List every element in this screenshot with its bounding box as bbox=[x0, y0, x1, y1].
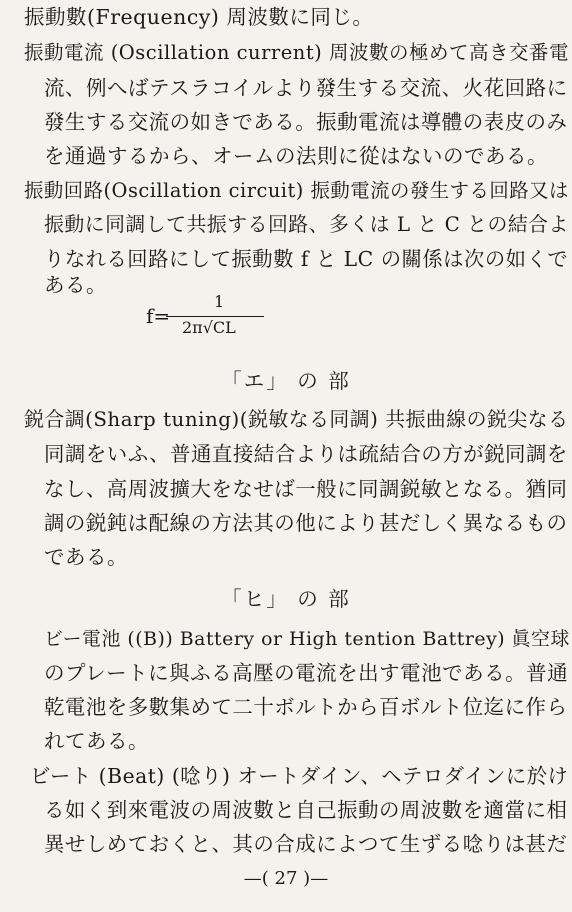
entry-b-battery: ビー電池 ((B)) Battery or High tention Battrey) 眞空球 bbox=[44, 628, 570, 650]
section-heading-e: 「エ」 の 部 bbox=[221, 369, 351, 393]
entry-oscillation-circuit: 振動回路(Oscillation circuit) 振動電流の發生する回路又は bbox=[24, 179, 569, 202]
formula-lhs: f= bbox=[146, 304, 171, 328]
text-line: 乾電池を多數集めて二十ボルトから百ボルト位迄に作ら bbox=[44, 695, 568, 719]
text-line: 異せしめておくと、其の合成によつて生ずる唸りは甚だ bbox=[44, 832, 568, 856]
text-line: なし、高周波擴大をなせば一般に同調鋭敏となる。猶同 bbox=[44, 477, 568, 501]
text-line: を通過するから、オームの法則に從はないのである。 bbox=[44, 144, 548, 168]
entry-oscillation-current: 振動電流 (Oscillation current) 周波數の極めて高き交番電 bbox=[24, 41, 569, 64]
formula-numerator: 1 bbox=[214, 292, 225, 311]
text-line: ある。 bbox=[44, 273, 107, 297]
text-line: 同調をいふ、普通直接結合よりは疏結合の方が鋭同調を bbox=[44, 442, 568, 466]
text-line: 發生する交流の如きである。振動電流は導體の表皮のみ bbox=[44, 110, 568, 134]
entry-beat: ビート (Beat) (唸り) オートダイン、ヘテロダインに於け bbox=[30, 764, 569, 788]
text-line: のプレートに與ふる高壓の電流を出す電池である。普通 bbox=[44, 661, 569, 685]
resonance-formula bbox=[146, 292, 276, 342]
text-line: 流、例へばテスラコイルより發生する交流、火花回路に bbox=[44, 76, 568, 100]
fraction-bar bbox=[166, 316, 264, 317]
page-number: —( 27 )— bbox=[243, 868, 329, 889]
text-line: る如く到來電波の周波數と自己振動の周波數を適當に相 bbox=[44, 798, 568, 822]
entry-frequency: 振動數(Frequency) 周波數に同じ。 bbox=[24, 5, 374, 29]
text-line: である。 bbox=[44, 545, 128, 569]
text-line: りなれる回路にして振動數 f と LC の關係は次の如くで bbox=[44, 247, 569, 271]
entry-sharp-tuning: 鋭合調(Sharp tuning)(鋭敏なる同調) 共振曲線の鋭尖なる bbox=[24, 408, 569, 431]
text-line: 振動に同調して共振する回路、多くは L と C との結合よ bbox=[44, 213, 569, 236]
formula-denominator: 2π√CL bbox=[182, 318, 236, 337]
section-heading-hi: 「ヒ」 の 部 bbox=[221, 587, 351, 611]
text-line: れてある。 bbox=[44, 729, 149, 753]
text-line: 調の鋭鈍は配線の方法其の他により甚だしく異なるもの bbox=[44, 511, 568, 535]
